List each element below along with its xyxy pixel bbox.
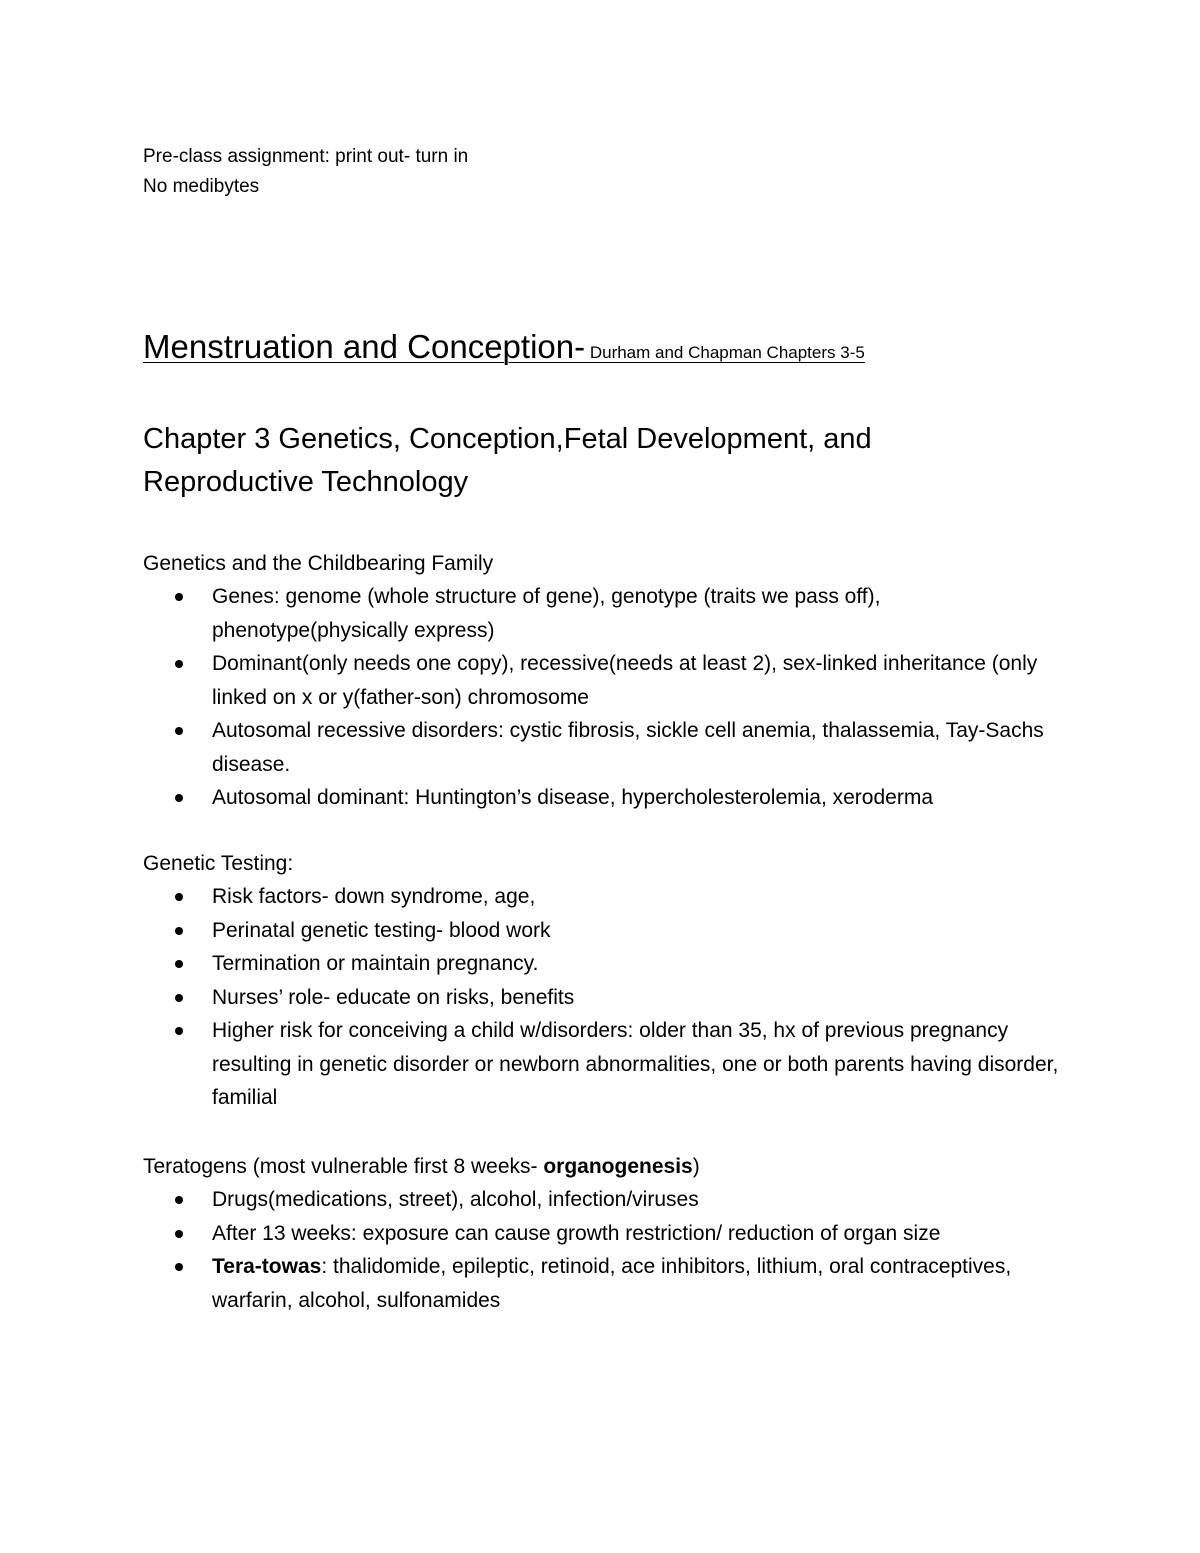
- list-item: [0, 981, 1060, 1015]
- list-item-text: Risk factors- down syndrome, age,: [212, 885, 536, 908]
- section-title-genetics: Genetics and the Childbearing Family: [143, 552, 494, 575]
- list-item-text: Dominant(only needs one copy), recessive(needs at least 2), sex-linked inheritance (only linked on x or y(father-son) chromosome: [212, 652, 1038, 709]
- bullet-icon: [175, 960, 183, 968]
- main-title-subtitle: Durham and Chapman Chapters 3-5: [585, 343, 865, 362]
- bullet-icon: [175, 927, 183, 935]
- genetics-list: [0, 580, 1100, 815]
- medibytes-note: No medibytes: [143, 176, 260, 197]
- list-item-text: Genes: genome (whole structure of gene), genotype (traits we pass off), phenotype(physically express): [212, 585, 881, 642]
- bullet-icon: [175, 727, 183, 735]
- list-item: [0, 1217, 1060, 1251]
- list-item: [0, 1250, 1060, 1317]
- list-item: [0, 914, 1060, 948]
- bullet-icon: [175, 593, 183, 601]
- list-item: [0, 647, 1060, 714]
- list-item-text: : thalidomide, epileptic, retinoid, ace inhibitors, lithium, oral contraceptives, warfarin, alcohol, sulfonamides: [212, 1255, 1012, 1312]
- section-title-teratogens: [143, 1150, 700, 1183]
- list-item: [0, 781, 1060, 815]
- bullet-icon: [175, 1027, 183, 1035]
- list-item-text: Higher risk for conceiving a child w/disorders: older than 35, hx of previous pregnancy resulting in genetic disorder or newborn abnormalities, one or both parents having disorder, familial: [212, 1019, 1059, 1109]
- section-title-genetic-testing: Genetic Testing:: [143, 852, 294, 875]
- list-item: [0, 714, 1060, 781]
- list-item-text: Nurses’ role- educate on risks, benefits: [212, 985, 575, 1009]
- main-title-text: Menstruation and Conception-: [143, 328, 586, 365]
- teratogens-title-bold: organogenesis: [543, 1155, 693, 1178]
- bullet-icon: [175, 893, 183, 901]
- chapter-heading: Chapter 3 Genetics, Conception,Fetal Development, and Reproductive Technology: [143, 423, 872, 498]
- list-item: [0, 880, 1060, 914]
- list-item-text: Drugs(medications, street), alcohol, infection/viruses: [212, 1188, 699, 1211]
- teratogens-list: [0, 1183, 1100, 1317]
- teratogens-title-prefix: Teratogens (most vulnerable first 8 weeks-: [143, 1155, 544, 1178]
- genetic-testing-list: [0, 880, 1100, 1115]
- list-item: [0, 580, 1060, 647]
- list-item: [0, 1183, 1060, 1217]
- teratogens-title-suffix: ): [692, 1155, 700, 1178]
- bullet-icon: [175, 794, 183, 802]
- bullet-icon: [175, 660, 183, 668]
- list-item-text: Autosomal recessive disorders: cystic fibrosis, sickle cell anemia, thalassemia, Tay-Sachs disease.: [212, 719, 1044, 776]
- bullet-icon: [175, 994, 183, 1002]
- tera-towas-label: Tera-towas: [212, 1255, 322, 1278]
- list-item-text: After 13 weeks: exposure can cause growth restriction/ reduction of organ size: [212, 1221, 941, 1245]
- bullet-icon: [175, 1263, 183, 1271]
- list-item-text: Autosomal dominant: Huntington’s disease, hypercholesterolemia, xeroderma: [212, 786, 934, 809]
- list-item-text: Termination or maintain pregnancy.: [212, 952, 539, 975]
- list-item: [0, 1014, 1060, 1115]
- bullet-icon: [175, 1196, 183, 1204]
- list-item-text: Perinatal genetic testing- blood work: [212, 918, 551, 942]
- assignment-note: Pre-class assignment: print out- turn in: [143, 146, 469, 167]
- main-title: [143, 328, 865, 366]
- bullet-icon: [175, 1230, 183, 1238]
- list-item: [0, 947, 1060, 981]
